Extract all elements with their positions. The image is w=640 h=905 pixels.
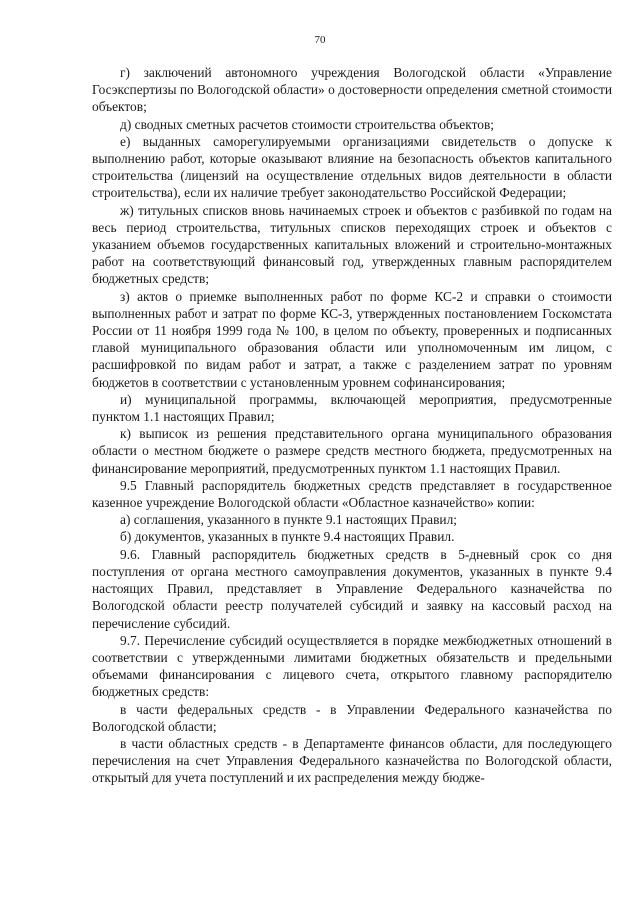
paragraph-d: д) сводных сметных расчетов стоимости строительства объектов; (120, 116, 494, 132)
paragraph-g: г) заключений автономного учреждения Вологодской области «Управление Госэкспертизы по Вологодской области» о достоверности определения сметной стоимости объектов; (92, 65, 612, 115)
paragraph-a: а) соглашения, указанного в пункте 9.1 настоящих Правил; (120, 512, 457, 528)
body-text (92, 64, 612, 787)
paragraph-b: б) документов, указанных в пункте 9.4 настоящих Правил. (120, 529, 455, 545)
paragraph-zh: ж) титульных списков вновь начинаемых строек и объектов с разбивкой по годам на весь период строительства, титульных списков переходящих строек и объектов с указанием объемов государственных капитальных вложений и строительно-монтажных работ на соответствующий финансовый год, утвержденных главным распорядителем бюджетных средств; (92, 202, 612, 287)
paragraph-e: е) выданных саморегулируемыми организациями свидетельств о допуске к выполнению работ, которые оказывают влияние на безопасность объектов капитального строительства (лицензий на осуществление отдельных видов деятельности в области строительства), если их наличие требует законодательство Российской Федерации; (92, 133, 612, 201)
paragraph-federal-funds: в части федеральных средств - в Управлении Федерального казначейства по Вологодской области; (92, 701, 612, 734)
paragraph-k: к) выписок из решения представительного органа муниципального образования области о местном бюджете о размере средств местного бюджета, предусмотренных на финансирование мероприятий, предусмотренных пунктом 1.1 настоящих Правил. (92, 426, 612, 476)
paragraph-i: и) муниципальной программы, включающей мероприятия, предусмотренные пунктом 1.1 настоящих Правил; (92, 391, 612, 425)
page-number: 70 (314, 34, 326, 46)
paragraph-9-6: 9.6. Главный распорядитель бюджетных средств в 5-дневный срок со дня поступления от органа местного самоуправления документов, указанных в пункте 9.4 настоящих Правил, представляет в Управление Федерального казначейства по Вологодской области реестр получателей субсидий и заявку на кассовый расход на перечисление субсидий. (92, 546, 612, 631)
paragraph-z: з) актов о приемке выполненных работ по форме КС-2 и справки о стоимости выполненных работ и затрат по форме КС-3, утвержденных постановлением Госкомстата России от 11 ноября 1999 года № 100, в целом по объекту, проверенных и подписанных главой муниципального образования области или уполномоченным им лицом, с расшифровкой по видам работ и затрат, а также с разделением затрат по уровням бюджетов в соответствии с установленным уровнем софинансирования; (92, 288, 612, 390)
paragraph-9-7: 9.7. Перечисление субсидий осуществляется в порядке межбюджетных отношений в соответствии с утвержденными лимитами бюджетных обязательств и предельными объемами финансирования с лицевого счета, открытого главному распорядителю бюджетных средств: (92, 632, 612, 700)
paragraph-regional-funds: в части областных средств - в Департаменте финансов области, для последующего перечисления на счет Управления Федерального казначейства по Вологодской области, открытый для учета поступлений и их распределения между бюдже- (92, 735, 612, 786)
paragraph-9-5: 9.5 Главный распорядитель бюджетных средств представляет в государственное казенное учреждение Вологодской области «Областное казначейство» копии: (92, 477, 612, 511)
